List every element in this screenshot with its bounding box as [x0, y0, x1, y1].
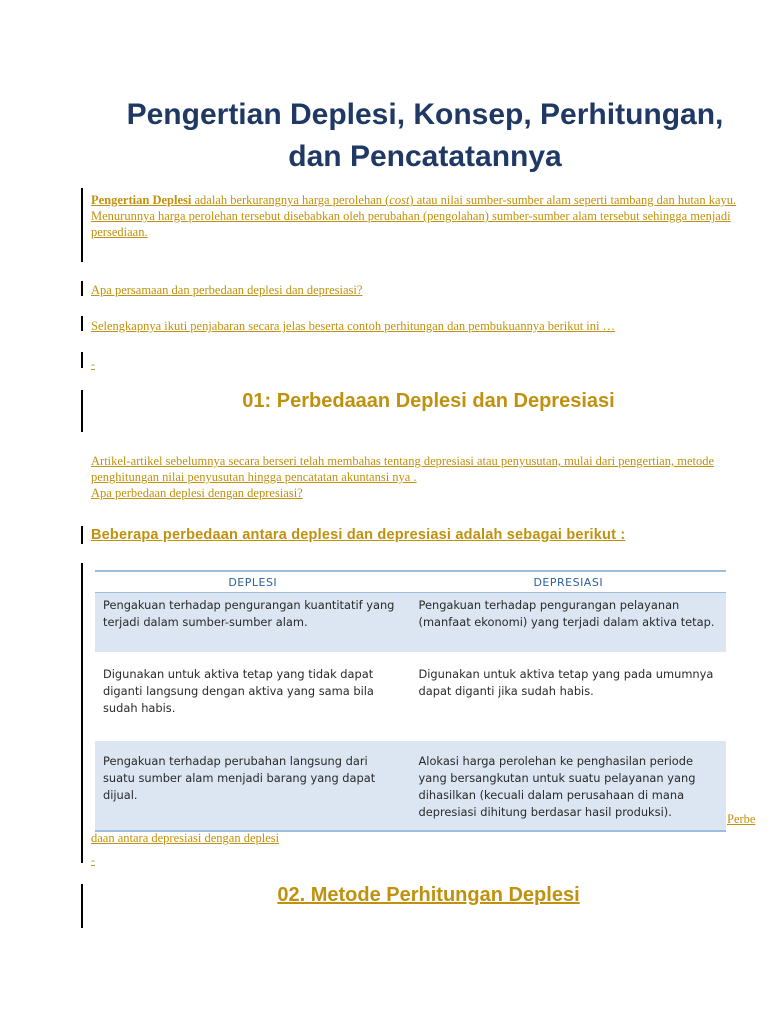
prior-articles-text: Artikel-artikel sebelumnya secara berseri telah membahas tentang depresiasi atau penyusutan, mulai dari pengertian, metode penghitungan nilai penyusutan hingga pencatatan akuntansi nya . — [91, 454, 715, 484]
table-cell: Pengakuan terhadap perubahan langsung dari suatu sumber alam menjadi barang yang dapat dijual. — [95, 741, 411, 831]
table-row — [95, 652, 726, 741]
block-bar — [81, 526, 83, 544]
intro-paragraph[interactable] — [91, 192, 751, 240]
section-1-heading: 01: Perbedaaan Deplesi dan Depresiasi — [242, 390, 615, 412]
term-deplesi: Pengertian Deplesi — [91, 193, 192, 207]
page-title — [70, 94, 768, 178]
title-line-1: Pengertian Deplesi, Konsep, Perhitungan, — [126, 98, 724, 131]
difference-question: Apa perbedaan deplesi dengan depresiasi? — [91, 486, 303, 500]
block-bar — [81, 563, 83, 863]
dash-link[interactable]: - — [91, 853, 95, 867]
table-cell: Pengakuan terhadap pengurangan kuantitatif yang terjadi dalam sumber-sumber alam. — [95, 593, 411, 653]
table-cell: Pengakuan terhadap pengurangan pelayanan (manfaat ekonomi) yang terjadi dalam aktiva tetap. — [411, 593, 727, 653]
comparison-table — [95, 570, 726, 832]
definition-text-end: ) atau nilai sumber-sumber alam seperti tambang dan hutan kayu. — [409, 193, 737, 207]
column-header-deplesi: DEPLESI — [95, 571, 411, 593]
block-bar — [81, 281, 83, 296]
column-header-depresiasi: DEPRESIASI — [411, 571, 727, 593]
block-bar — [81, 352, 83, 368]
table-caption-link-start[interactable]: Perbe — [727, 812, 756, 826]
block-bar — [81, 884, 83, 928]
table-cell: Alokasi harga perolehan ke penghasilan periode yang bersangkutan untuk suatu pelayanan yang dihasilkan (kecuali dalam perusahaan di mana depresiasi dihitung berdasar hasil produksi). — [411, 741, 727, 831]
question-link[interactable]: Apa persamaan dan perbedaan deplesi dan depresiasi? — [91, 283, 363, 297]
block-bar — [81, 316, 83, 331]
table-cell: Digunakan untuk aktiva tetap yang pada umumnya dapat diganti jika sudah habis. — [418, 667, 714, 698]
table-cell: Digunakan untuk aktiva tetap yang tidak dapat diganti langsung dengan aktiva yang sama bila sudah habis. — [103, 667, 374, 715]
table-row — [95, 593, 726, 653]
intro-line-2: Menurunnya harga perolehan tersebut disebabkan oleh perubahan (pengolahan) sumber-sumber alam tersebut sehingga menjadi persediaan. — [91, 209, 731, 239]
block-bar — [81, 390, 83, 432]
differences-subheading[interactable]: Beberapa perbedaan antara deplesi dan depresiasi adalah sebagai berikut : — [91, 527, 626, 543]
title-line-2: dan Pencatatannya — [288, 140, 562, 173]
section-1-paragraph[interactable] — [91, 453, 751, 501]
definition-text: adalah berkurangnya harga perolehan ( — [191, 193, 390, 207]
table-caption-link[interactable]: daan antara depresiasi dengan deplesi — [91, 831, 280, 845]
block-bar — [81, 188, 83, 262]
cost-term: cost — [389, 193, 410, 207]
more-link[interactable]: Selengkapnya ikuti penjabaran secara jelas beserta contoh perhitungan dan pembukuannya berikut ini … — [91, 319, 616, 333]
dash-link[interactable]: - — [91, 357, 95, 371]
section-2-heading[interactable]: 02. Metode Perhitungan Deplesi — [277, 884, 580, 906]
table-row — [95, 741, 726, 831]
